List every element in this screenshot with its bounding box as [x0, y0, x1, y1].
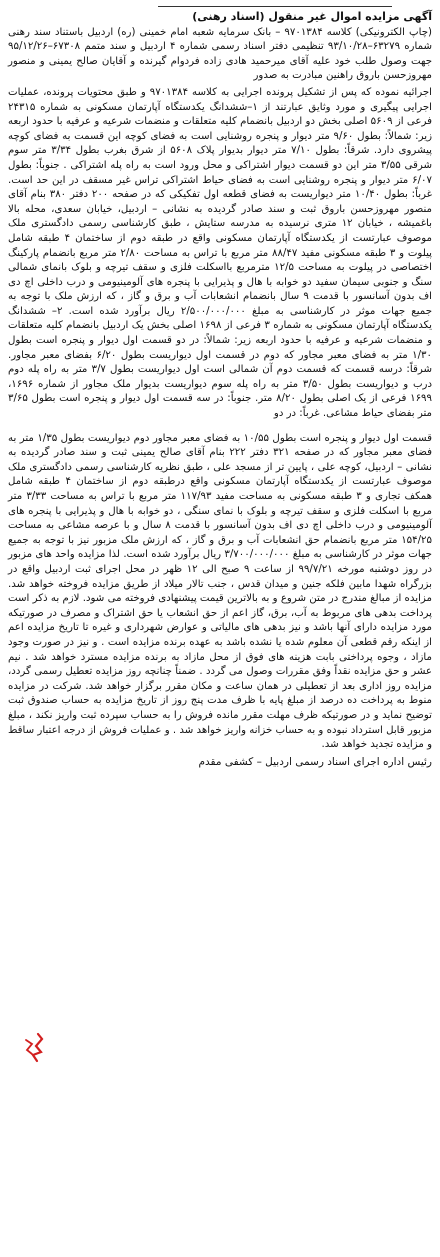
auction-notice	[8, 10, 432, 769]
notice-signature: رئیس اداره اجرای اسناد رسمی اردبیل – کشفی مقدم	[198, 755, 432, 768]
top-divider	[158, 6, 392, 7]
notice-paragraph-2: قسمت اول دیوار و پنجره است بطول ۱۰/۵۵ به فضای معبر مجاور دوم دیواریست بطول ۱/۳۵ متر به فضای معبر مجاور که در صفحه ۳۲۱ دفتر ۲۲۲ بنام آقای صالح یمینی ثبت و سند صادر گردیده به نشانی – اردبیل، کوچه علی ، پایین تر از مسجد علی ، طبق نظریه کارشناسی رسمی دادگستری ملک موصوف عبارتست از یکدستگاه آپارتمان مسکونی واقع درطبقه دوم از ساختمان ۴ طبقه شامل همکف تجاری و ۳ طبقه مسکونی به مساحت مفید ۱۱۷/۹۳ متر مربع با تراس به مساحت ۳/۳۳ متر مربع با اسکلت فلزی و سقف تیرچه و بلوک با نمای سنگی ، دو خوابه با هال و پذیرایی با پنجره های آلومینیومی و درب داخلی اچ دی اف بدون آسانسور با قدمت ۸ سال و با عرصه مشاعی به مساحت ۱۵۴/۲۵ متر مربع بانضمام حق انشعابات آب و برق و گاز ، که ارزش ملک مزبور نیز با توجه به جمیع جهات موثر در کارشناسی به مبلغ ۳/۷۰۰/۰۰۰/۰۰۰ ریال برآورد شده است. لذا مزایده واحد های مزبور در روز دوشنبه مورخه ۹۹/۷/۲۱ از ساعت ۹ صبح الی ۱۲ ظهر در محل اجرای ثبت اردبیل واقع در بزرگراه شهدا مابین فلکه جنین و میدان قدس ، جنب تالار میلاد از طریق مزایده فروخته خواهد شد. مزایده از مبالغ مندرج در متن شروع و به بالاترین قیمت پیشنهادی فروخته می شود. لازم به ذکر است پرداخت بدهی های مربوط به آب، برق، گاز اعم از حق انشعاب یا حق اشتراک و مصرف در صورتیکه مورد مزایده دارای آنها باشد و نیز بدهی های مالیاتی و عوارض شهرداری و غیره تا تاریخ مزایده اعم از اینکه رقم قطعی آن معلوم شده یا نشده باشد به عهده برنده مزایده است . و نیز در صورت وجود مازاد ، وجوه پرداختی بابت هزینه های فوق از محل مازاد به برنده مزایده مسترد خواهد شد . نیم عشر و حق مزایده نقداً وفق مقررات وصول می گردد . ضمناً چنانچه روز مزایده تعطیل رسمی گردد، مزایده روز اداری بعد از تعطیلی در همان ساعت و مکان مقرر برگزار خواهد شد. شرکت در مزایده منوط به پرداخت ده درصد از مبلغ پایه با ظرف مدت پنج روز از تاریخ مزایده به حساب صندوق ثبت توضیح نماید و در صورتیکه ظرف مهلت مقرر مانده فروش را به حساب سپرده ثبت واریز نکند ، مبلغ مزبور قابل استرداد نبوده و به حساب خزانه واریز خواهد شد . و عملیات فروش از درجه اعتبار ساقط و مزایده تجدید خواهد شد.	[8, 432, 433, 751]
red-stamp-mark-icon	[8, 1030, 48, 1070]
notice-intro: (چاپ الکترونیکی) کلاسه ۹۷۰۱۳۸۴ – بانک سرمایه شعبه امام خمینی (ره) اردبیل باستناد سند رهنی شماره ۶۳۲۷۹–۹۳/۱۰/۲۸ تنظیمی دفتر اسناد رسمی شماره ۴ اردبیل و سند متمم ۶۷۳۰۸–۹۵/۱۲/۲۶ جهت وصول طلب خود علیه آقای میرحمید هادی زاده فردوام گیرنده و آقایان صالح یمینی و منصور مهروزحسن باروق راهنین مبادرت به صدور	[8, 26, 432, 82]
notice-paragraph-1: اجرائیه نموده که پس از تشکیل پرونده اجرایی به کلاسه ۹۷۰۱۳۸۴ و طبق محتویات پرونده، عملیات اجرایی پیگیری و مورد وثایق عبارتند از ۱–ششدانگ یکدستگاه آپارتمان مسکونی به شماره ۲۴۳۱۵ فرعی از ۵۶۰۹ اصلی بخش دو اردبیل بانضمام کلیه متعلقات و منضمات شرعیه و عرفیه با حدود اربعه زیر: شمالاً: بطول ۹/۶۰ متر دیوار و پنجره روشنایی است به فضای کوچه این قسمت به فضای کوچه پیشروی دارد. شرقاً: بطول ۷/۱۰ متر دیوار بدیوار پلاک ۵۶۰۸ از شرق بغرب بطول ۳/۳۴ متر سوم شرقی ۳/۵۵ متر این دو قسمت دیوار اشتراکی و محل ورود است به راه پله اشتراکی . جنوباً: بطول ۶/۰۷ متر دیوار و پنجره روشنایی است به فضای حیاط اشتراکی تراس غیر مسقف در این حد است. غرباً: بطول ۱۰/۴۰ متر دیواریست به فضای قطعه اول تفکیکی که در صفحه ۲۰۰ دفتر ۳۸۰ بنام آقای منصور مهروزحسن باروق ثبت و سند صادر گردیده به نشانی – اردبیل، خیابان سعدی، محله بالا باغمیشه ، خیابان ۱۲ متری نرسیده به مدرسه ستایش ، طبق کارشناسی رسمی دادگستری ملک موصوف عبارتست از یکدستگاه آپارتمان مسکونی واقع در طبقه دوم از ساختمان ۴ طبقه شامل پیلوت و ۳ طبقه مسکونی مفید ۸۸/۴۷ متر مربع با تراس به مساحت ۲/۸۰ متر مربع بانضمام پارکینگ اختصاصی در پیلوت به مساحت ۱۲/۵ مترمربع بااسکلت فلزی و سقف تیرچه و بلوک بانمای شمالی سنگ و جنوبی سیمان سفید دو خوابه با هال و پذیرایی با پنجره های آلومینیومی و درب داخلی اچ دی اف بدون آسانسور با قدمت ۹ سال بانضمام انشعابات آب و برق و گاز ، که ارزش ملک با توجه به جمیع جهات موثر در کارشناسی به مبلغ ۲/۵۰۰/۰۰۰/۰۰۰ ریال برآورد شده است. ۲– ششدانگ یکدستگاه آپارتمان مسکونی به شماره ۳ فرعی از ۱۶۹۸ اصلی بخش یک اردبیل بانضمام کلیه متعلقات و منضمات شرعیه و عرفیه با حدود اربعه زیر: شمالاً: در دو قسمت اول دیوار و پنجره است بطول ۱/۳۰ متر به فضای معبر مجاور که دوم در قسمت اول دیواریست بطول ۶/۲۰ بفضای معبر مجاور. شرقاً: درسه قسمت که قسمت دوم آن شمالی است اول دیواریست بطول ۳/۷ متر به راه پله دوم درب و دیواریست بطول ۳/۵۰ متر به راه پله سوم دیواریست بدیوار ملک مجاور از شماره ۱۶۹۶، ۱۶۹۹ فرعی از یک اصلی بطول ۸/۲۰ متر. جنوباً: در سه قسمت اول دیوار و پنجره است بطول ۳/۶۵ متر بفضای حیاط مشاعی. غرباً: در دو	[8, 86, 433, 420]
notice-title: آگهی مزایده اموال غیر منقول (اسناد رهنی)	[192, 10, 432, 23]
